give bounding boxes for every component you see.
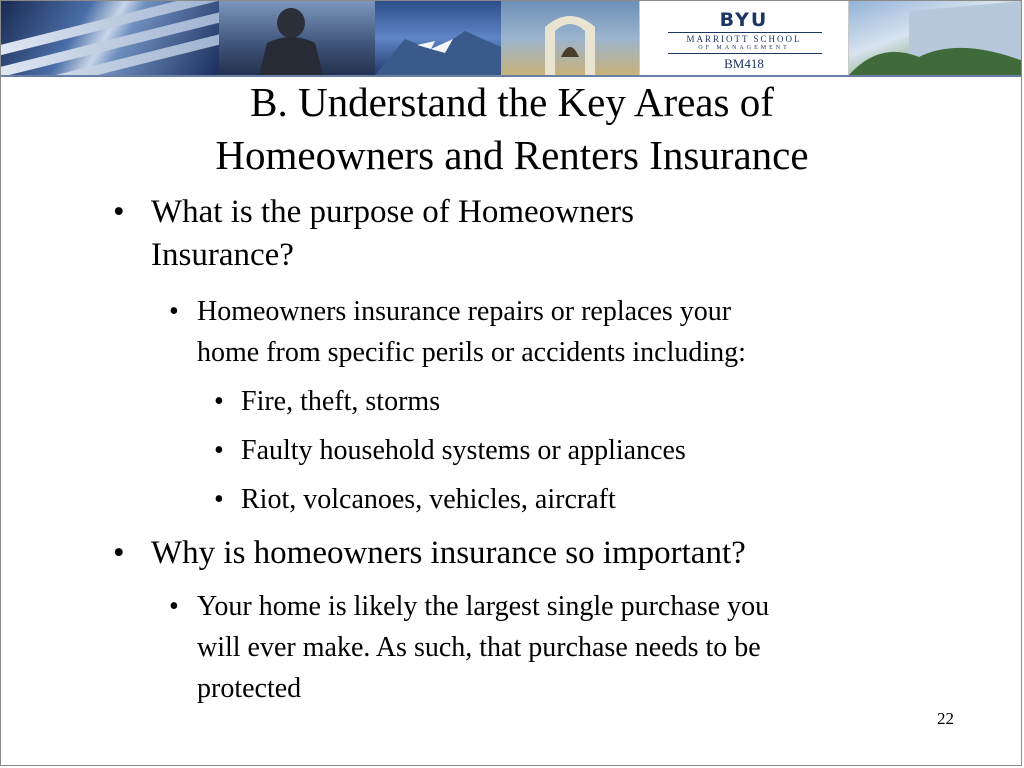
bullet-glyph: • — [214, 484, 224, 515]
bullet-importance-question: Why is homeowners insurance so important? — [151, 535, 746, 571]
course-code: BM418 — [724, 56, 764, 71]
bullet-purpose-question: What is the purpose of Homeowners Insurance? — [151, 194, 634, 273]
bullet-glyph: • — [169, 591, 179, 622]
bullet-importance-answer: Your home is likely the largest single purchase you will ever make. As such, that purchase needs to be protected — [197, 591, 770, 704]
bullet-peril-riot: Riot, volcanoes, vehicles, aircraft — [241, 484, 616, 515]
logo-management-text: OF MANAGEMENT — [698, 45, 790, 51]
bullet-glyph: • — [113, 535, 125, 571]
bullet-list — [1, 1, 1022, 766]
title-line-1: B. Understand the Key Areas of — [250, 79, 774, 125]
title-line-2: Homeowners and Renters Insurance — [215, 132, 809, 178]
page-number: 22 — [937, 709, 954, 728]
bullet-purpose-answer: Homeowners insurance repairs or replaces your home from specific perils or accidents including: — [197, 296, 746, 368]
bullet-peril-systems: Faulty household systems or appliances — [241, 435, 686, 466]
bullet-glyph: • — [113, 194, 125, 230]
bullet-peril-fire: Fire, theft, storms — [241, 386, 441, 417]
bullet-glyph: • — [214, 435, 224, 466]
logo-school-text: MARRIOTT SCHOOL — [686, 34, 802, 44]
bullet-glyph: • — [169, 296, 179, 327]
logo-byu-text: BYU — [719, 9, 769, 31]
bullet-glyph: • — [214, 386, 224, 417]
